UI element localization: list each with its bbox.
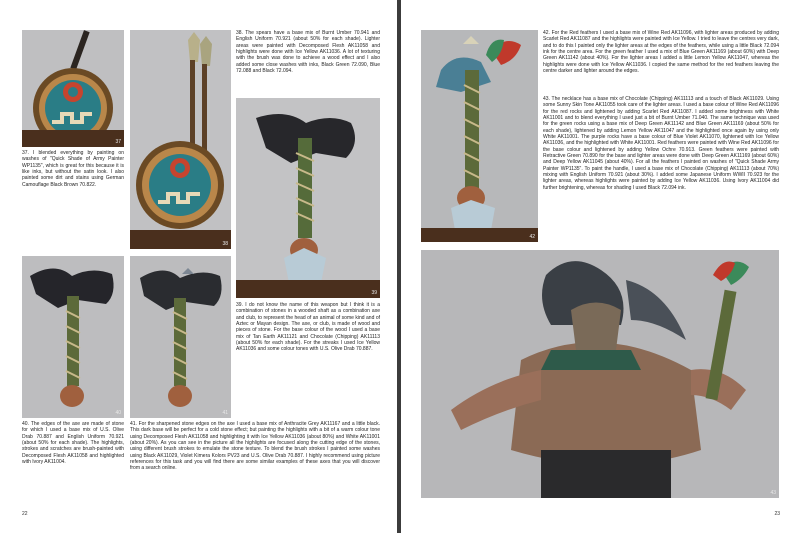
figure-number-41: 41 xyxy=(222,410,228,416)
photo-38-spears xyxy=(130,30,231,249)
photo-40-axe-stone xyxy=(22,256,124,418)
paragraph-40: 40. The edges of the axe are made of stone for which I used a base mix of U.S. Olive Drab 70.887 and English Uniform 70.921 (about 50% for each shade). The highlights, strokes and scratches are brush-painted with Decomposed Flesh AK11058 and highlighted with Ivory AK11004. xyxy=(22,421,124,466)
bust-image xyxy=(421,250,779,498)
photo-41-stone-edges xyxy=(130,256,231,418)
photo-43-full-bust xyxy=(421,250,779,498)
figure-number-43: 43 xyxy=(770,490,776,496)
axe-image xyxy=(236,98,380,298)
figure-number-37: 37 xyxy=(115,139,121,145)
stone-edges-image xyxy=(130,256,231,418)
paragraph-37: 37. I blended everything by painting on washes of "Quick Shade of Army Painter WP1135", which is great for this because it is like inks, but without the satin look. I also painted some dirt and stains using German Camouflage Black Brown 70.822. xyxy=(22,150,124,188)
photo-39-axe xyxy=(236,98,380,298)
figure-number-42: 42 xyxy=(529,234,535,240)
paragraph-38: 38. The spears have a base mix of Burnt Umber 70.941 and English Uniform 70.921 (about 50% for each shade). Lighter areas were painted with Decomposed Flesh AK11058 and highlights were done with Ice Yellow AK11036. A lot of texturing with the brush was done to achieve a wood effect and I also added some close washes with inks, Black Green 72.090, Blue 72.088 and Black 72.094. xyxy=(236,30,380,75)
right-page xyxy=(401,0,800,533)
page-number-right: 23 xyxy=(774,511,780,517)
photo-37-shield xyxy=(22,30,124,147)
paragraph-42: 42. For the Red feathers I used a base mix of Wine Red AK11096, with lighter areas produced by adding Scarlet Red AK11087 and the highlights were painted with Ice Yellow. I tried to leave the centres very dark, and to do this I painted only the lighter areas at the edges of the feathers, while using a little Black 72.094 ink for the centre area. For the green feather I used a mix of Blue Green AK11169 (about 60%) with Deep Green AK11142 (about 40%). For the lighter areas I added a little Lemon Yellow AK11047, whereas the highlights were done with Ice Yellow AK11036. I copied the same method for the red feathers leaving the centre darker and lighter around the edges. xyxy=(543,30,779,75)
shield-image xyxy=(22,30,124,147)
page-number-left: 22 xyxy=(22,511,28,517)
left-page xyxy=(0,0,397,533)
feathers-image xyxy=(421,30,538,242)
figure-number-40: 40 xyxy=(115,410,121,416)
figure-number-39: 39 xyxy=(371,290,377,296)
spears-image xyxy=(130,30,231,249)
paragraph-43: 43. The necklace has a base mix of Chocolate (Chipping) AK11113 and a touch of Black AK11029. Using some Sunny Skin Tone AK11055 took care of the lighter areas. I used a base colour of Wine Red AK11096 for the red rocks and lightened by adding Scarlet Red AK11087. I added some brightness with White AK11001 and to blend everything I used just a bit of Burnt Umber 71.040. The same technique was used for the green rocks using a base mix of Deep Green AK11142 and Blue Green AK11169 (about 50% for each shade), lightened by adding Lemon Yellow AK11047 and the highlighted once again by using only White AK11001. The purple rocks have a base colour of Blue Violet AK11070, lightened with Ice Yellow AK11036, and the highlighted with White AK11001. Red feathers were painted with Wine Red AK11096 for the base colour and lightened by adding Yellow Ochre 70.913. Green feathers were painted with Retractive Green 70.890 for the base and lighter areas were done with Deep Green AK11169 (about 60%) and Deep Yellow AK11045 (about 40%). For all the feathers I painted on washes of "Quick Shade Army Painter WP1135". To paint the handle, I used a base mix of Chocolate (Chipping) AK11113 (about 70%) mixing with English Uniform 70.921 (about 30%). I added some Japanese Uniform WWII 70.923 for the lighter areas, whereas highlights were painted by adding Ice Yellow AK11036. Using Ivory AK11004 did further brightening, whereas for shading I used Black 72.094 ink. xyxy=(543,96,779,191)
figure-number-38: 38 xyxy=(222,241,228,247)
axe-stone-image xyxy=(22,256,124,418)
paragraph-41: 41. For the sharpened stone edges on the axe I used a base mix of Anthracite Grey AK11167 and a little black. This dark base will be perfect for a cold stone effect; but painting the highlights with a bit of a warm colour tone using Decomposed Flesh AK11058 and highlighting it with Ice Yellow AK11036 (about 80%) and White AK11001 (about 20%). As you can see in the picture all the highlights are focused along the cutting edge of the stones, using different brush strokes to emulate the stone texture. To blend the brush strokes I painted some washes using Black AK11029, Violet Kimera Kolors PV23 and U.S. Olive Drab 70.887. I highly recommend using picture references for this task and you will find there are some similar examples of these axes that you will discover from a search online. xyxy=(130,421,380,472)
paragraph-39: 39. I do not know the name of this weapon but I think it is a combination of stones in a wooded shaft as a combination axe and club, to represent the head of an animal of some kind and of Aztec or Mayan design. The axe, or club, is made of wood and pieces of stone. For the base colour of the wood I used a base mix of Tan Earth AK11121 and Chocolate (Chipping) AK11113 (about 50% for each shade). For the streaks I used Ice Yellow AK11036 and some colour tones with U.S. Olive Drab 70.887. xyxy=(236,302,380,353)
photo-42-feathers xyxy=(421,30,538,242)
